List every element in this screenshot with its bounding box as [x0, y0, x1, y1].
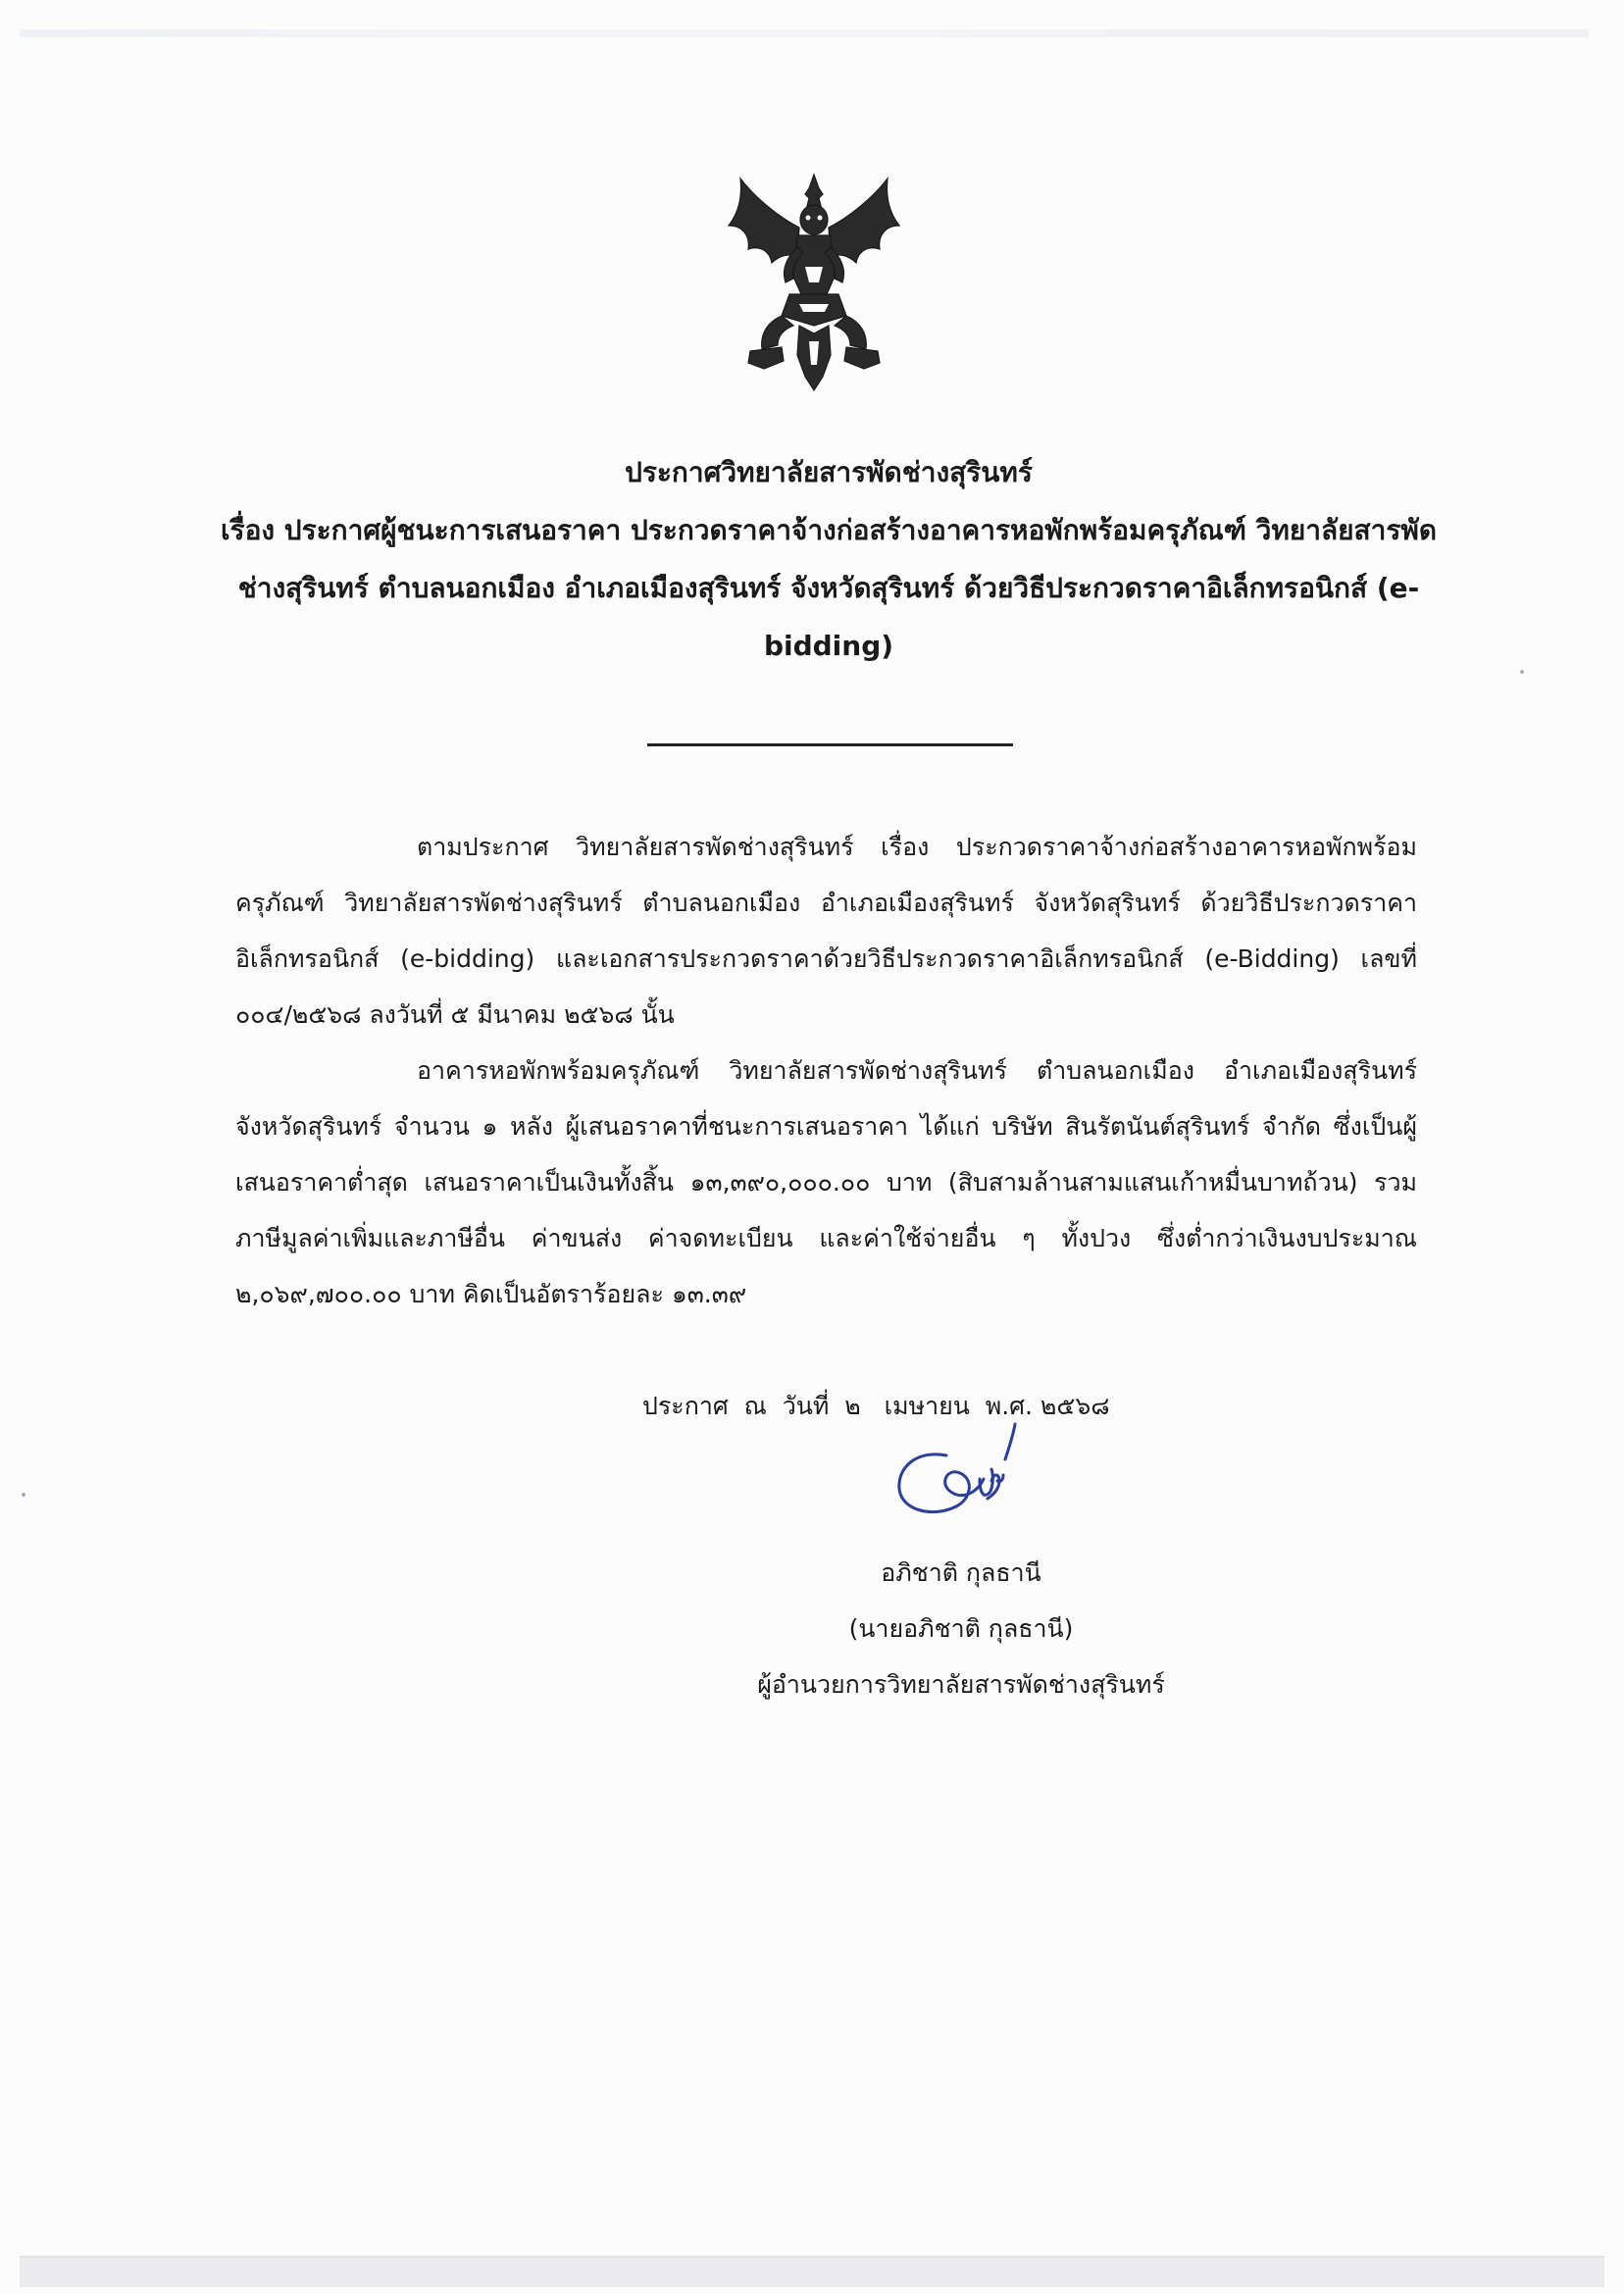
title-separator: [647, 743, 1013, 746]
signatory-block: [686, 1545, 1236, 1712]
scan-speck: [1520, 670, 1524, 674]
signatory-position: ผู้อำนวยการวิทยาลัยสารพัดช่างสุรินทร์: [757, 1670, 1165, 1699]
document-title: [216, 443, 1442, 675]
signatory-name: อภิชาติ กุลธานี: [881, 1558, 1041, 1587]
paragraph-1: ตามประกาศ วิทยาลัยสารพัดช่างสุรินทร์ เรื่อง ประกวดราคาจ้างก่อสร้างอาคารหอพักพร้อมครุภัณฑ์ วิทยาลัยสารพัดช่างสุรินทร์ ตำบลนอกเมือง อำเภอเมืองสุรินทร์ จังหวัดสุรินทร์ ด้วยวิธีประกวดราคาอิเล็กทรอนิกส์ (e-bidding) และเอกสารประกวดราคาด้วยวิธีประกวดราคาอิเล็กทรอนิกส์ (e-Bidding) เลขที่ ๐๐๔/๒๕๖๘ ลงวันที่ ๕ มีนาคม ๒๕๖๘ นั้น: [235, 833, 1417, 1029]
signatory-full-name: (นายอภิชาติ กุลธานี): [848, 1614, 1074, 1643]
title-line-3: ช่างสุรินทร์ ตำบลนอกเมือง อำเภอเมืองสุรินทร์ จังหวัดสุรินทร์ ด้วยวิธีประกวดราคาอิเล็กทรอนิกส์ (e-: [237, 572, 1420, 604]
document-body: [235, 819, 1417, 1322]
paragraph-2: อาคารหอพักพร้อมครุภัณฑ์ วิทยาลัยสารพัดช่างสุรินทร์ ตำบลนอกเมือง อำเภอเมืองสุรินทร์ จังหวัดสุรินทร์ จำนวน ๑ หลัง ผู้เสนอราคาที่ชนะการเสนอราคา ได้แก่ บริษัท สินรัตนันต์สุรินทร์ จำกัด ซึ่งเป็นผู้เสนอราคาต่ำสุด เสนอราคาเป็นเงินทั้งสิ้น ๑๓,๓๙๐,๐๐๐.๐๐ บาท (สิบสามล้านสามแสนเก้าหมื่นบาทถ้วน) รวมภาษีมูลค่าเพิ่มและภาษีอื่น ค่าขนส่ง ค่าจดทะเบียน และค่าใช้จ่ายอื่น ๆ ทั้งปวง ซึ่งต่ำกว่าเงินงบประมาณ ๒,๐๖๙,๗๐๐.๐๐ บาท คิดเป็นอัตราร้อยละ ๑๓.๓๙: [235, 1056, 1417, 1308]
scan-edge-top: [20, 29, 1589, 37]
announcement-date: ประกาศ ณ วันที่ ๒ เมษายน พ.ศ. ๒๕๖๘: [642, 1392, 1110, 1420]
scan-speck: [22, 1493, 25, 1497]
title-line-1: ประกาศวิทยาลัยสารพัดช่างสุรินทร์: [625, 456, 1033, 488]
signature-image: [878, 1420, 1054, 1538]
title-line-2: เรื่อง ประกาศผู้ชนะการเสนอราคา ประกวดราคาจ้างก่อสร้างอาคารหอพักพร้อมครุภัณฑ์ วิทยาลัยสารพัด: [220, 514, 1438, 546]
scan-edge-bottom: [20, 2256, 1604, 2287]
garuda-emblem-icon: [721, 169, 907, 396]
title-line-4: bidding): [763, 630, 894, 662]
